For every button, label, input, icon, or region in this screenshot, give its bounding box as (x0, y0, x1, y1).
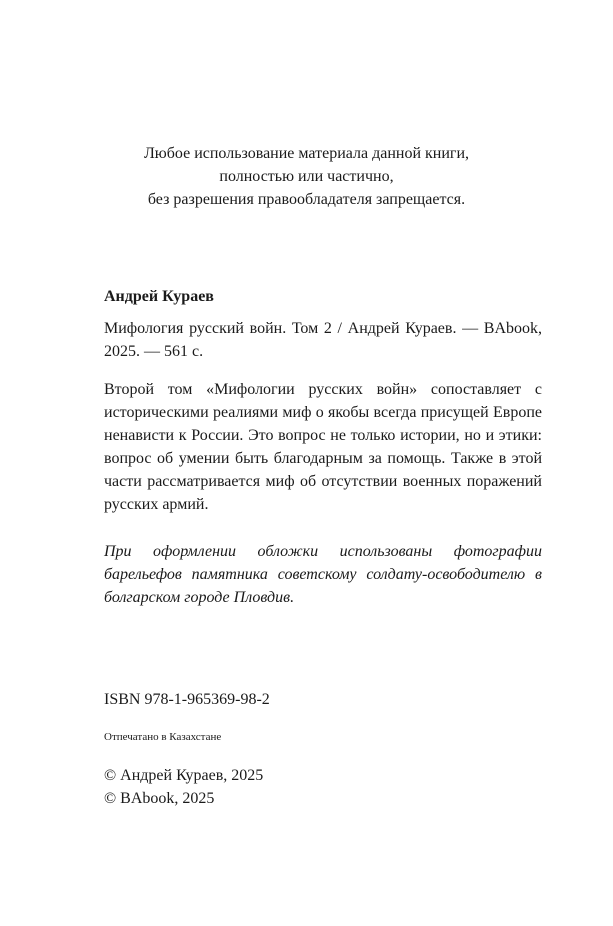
isbn: ISBN 978-1-965369-98-2 (104, 691, 270, 708)
bibliographic-citation: Мифология русский войн. Том 2 / Андрей Кураев. — BAbook, 2025. — 561 с. (104, 320, 542, 360)
printed-in: Отпечатано в Казахстане (104, 731, 222, 743)
cover-note: При оформлении обложки использованы фотографии барельефов памятника советскому солдату-освободителю в болгарском городе Пловдив. (104, 543, 542, 606)
author-name: Андрей Кураев (104, 288, 214, 305)
copyright-lines (104, 764, 542, 810)
notice-line-2: полностью или частично, (219, 168, 394, 185)
publisher-copyright: © BAbook, 2025 (104, 790, 215, 807)
book-annotation: Второй том «Мифологии русских войн» сопоставляет с историческими реалиями миф о якобы всегда присущей Европе ненависти к России. Это вопрос не только истории, но и этики: вопрос об умении быть благодарным за помощь. Также в этой части рассматривается миф об отсутствии военных поражений русских армий. (104, 381, 542, 513)
author-copyright: © Андрей Кураев, 2025 (104, 767, 264, 784)
notice-line-3: без разрешения правообладателя запрещается. (147, 191, 466, 208)
copyright-notice (0, 142, 613, 211)
notice-line-1: Любое использование материала данной книги, (143, 145, 470, 162)
